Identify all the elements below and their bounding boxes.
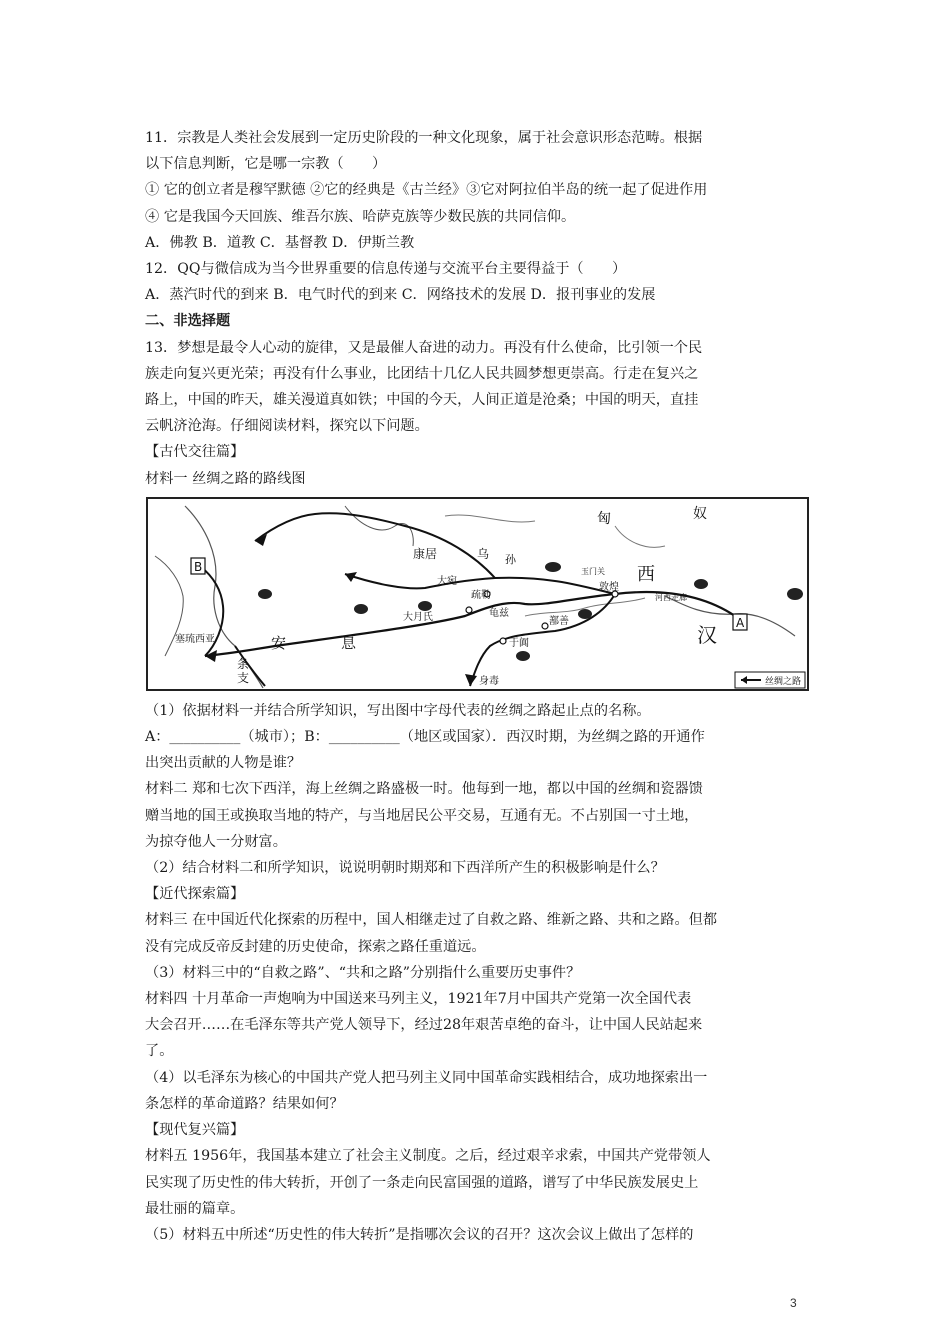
q13-intro-line2: 族走向复兴更光荣；再没有什么事业，比团结十几亿人民共圆梦想更崇高。行走在复兴之 [145, 365, 699, 382]
q13-intro-line4: 云帆济沧海。仔细阅读材料，探究以下问题。 [145, 418, 429, 435]
material1-title: 材料一 丝绸之路的路线图 [145, 470, 306, 487]
point-b-label: B [194, 559, 203, 574]
q13-intro-line3: 路上，中国的昨天，雄关漫道真如铁；中国的今天，人间正道是沧桑；中国的明天，直挂 [145, 392, 699, 409]
label-xi2: 息 [341, 633, 357, 652]
ancient-heading: 【古代交往篇】 [145, 444, 245, 461]
q11-options: A．佛教 B．道教 C．基督教 D．伊斯兰教 [145, 234, 415, 251]
sub2: （2）结合材料二和所学知识，说说明朝时期郑和下西洋所产生的积极影响是什么？ [145, 860, 665, 877]
sub4-line1: （4）以毛泽东为核心的中国共产党人把马列主义同中国革命实践相结合，成功地探索出一 [145, 1069, 708, 1086]
silk-road-map [145, 496, 810, 692]
label-hexi: 河西走廊 [655, 592, 687, 602]
q11-stem-line1: 11．宗教是人类社会发展到一定历史阶段的一种文化现象，属于社会意识形态范畴。根据 [145, 130, 703, 146]
label-xiongnu-2: 奴 [693, 505, 707, 522]
label-tiaozhi-2: 支 [237, 670, 250, 685]
label-yumenguan: 玉门关 [581, 566, 605, 576]
material3-line2: 没有完成反帝反封建的历史使命，探索之路任重道远。 [145, 938, 486, 955]
material2-line2: 赠当地的国王或换取当地的特产，与当地居民公平交易，互通有无。不占别国一寸土地， [145, 807, 699, 824]
material2-line1: 材料二 郑和七次下西洋，海上丝绸之路盛极一时。他每到一地，都以中国的丝绸和瓷器馈 [145, 781, 703, 798]
label-dawan: 大宛 [437, 575, 457, 587]
label-shendu: 身毒 [479, 675, 499, 687]
sub4-line2: 条怎样的革命道路？结果如何？ [145, 1095, 344, 1112]
q11-info-line2: ④ 它是我国今天回族、维吾尔族、哈萨克族等少数民族的共同信仰。 [145, 208, 576, 225]
label-kangju: 康居 [413, 546, 438, 561]
label-guici: 龟兹 [489, 607, 509, 619]
q13-intro-line1: 13．梦想是最令人心动的旋律，又是最催人奋进的动力。再没有什么使命，比引领一个民 [145, 339, 703, 356]
material5-line1: 材料五 1956年，我国基本建立了社会主义制度。之后，经过艰辛求索，中国共产党带领人 [145, 1148, 711, 1165]
sub1-line1: （1）依据材料一并结合所学知识，写出图中字母代表的丝绸之路起止点的名称。 [145, 702, 651, 719]
material4-line2: 大会召开……在毛泽东等共产党人领导下，经过28年艰苦卓绝的奋斗，让中国人民站起来 [145, 1017, 703, 1034]
sub5-line1: （5）材料五中所述“历史性的伟大转折”是指哪次会议的召开？这次会议上做出了怎样的 [145, 1226, 694, 1243]
material5-line3: 最壮丽的篇章。 [145, 1200, 245, 1217]
sub3: （3）材料三中的“自救之路”、“共和之路”分别指什么重要历史事件？ [145, 964, 581, 981]
material2-line3: 为掠夺他人一分财富。 [145, 833, 287, 850]
material3-line1: 材料三 在中国近代化探索的历程中，国人相继走过了自救之路、维新之路、共和之路。但都 [145, 912, 718, 929]
label-han: 汉 [697, 622, 717, 647]
material5-line2: 民实现了历史性的伟大转折，开创了一条走向民富国强的道路，谱写了中华民族发展史上 [145, 1174, 699, 1191]
label-tiaozhi-1: 条 [237, 656, 250, 671]
label-wusun-2: 孙 [505, 552, 516, 566]
label-dunhuang: 敦煌 [599, 581, 619, 593]
material4-line3: 了。 [145, 1043, 174, 1060]
q12-options: A．蒸汽时代的到来 B．电气时代的到来 C．网络技术的发展 D．报刊事业的发展 [145, 287, 656, 304]
q11-stem-line2: 以下信息判断，它是哪一宗教（ ） [145, 156, 387, 173]
label-yutian: 于阗 [509, 637, 529, 649]
page-content [145, 125, 815, 1248]
page-number: 3 [790, 1296, 797, 1310]
section-title: 二、非选择题 [145, 313, 231, 330]
revival-heading: 【现代复兴篇】 [145, 1122, 245, 1139]
point-a-label: A [736, 615, 745, 630]
material4-line1: 材料四 十月革命一声炮响为中国送来马列主义，1921年7月中国共产党第一次全国代表 [145, 991, 692, 1008]
label-xiongnu-1: 匈 [597, 510, 611, 527]
label-wusun-1: 乌 [477, 546, 490, 561]
label-an: 安 [271, 633, 287, 652]
q12-stem: 12．QQ与微信成为当今世界重要的信息传递与交流平台主要得益于（ ） [145, 261, 627, 278]
q11-info-line1: ① 它的创立者是穆罕默德 ②它的经典是《古兰经》③它对阿拉伯半岛的统一起了促进作用 [145, 182, 708, 199]
sub1-line2: A：__________（城市）；B：__________（地区或国家）．西汉时期，为丝绸之路的开通作 [145, 729, 705, 746]
label-shanshan: 鄯善 [549, 615, 569, 627]
label-xi: 西 [637, 563, 655, 585]
legend-label: 丝绸之路 [765, 676, 802, 687]
label-dayuezhi: 大月氏 [403, 611, 433, 623]
label-shule: 疏勒 [471, 589, 491, 601]
sub1-line3: 出突出贡献的人物是谁？ [145, 755, 302, 772]
label-saileucia: 塞琉西亚 [175, 633, 215, 645]
modern-heading: 【近代探索篇】 [145, 886, 245, 903]
